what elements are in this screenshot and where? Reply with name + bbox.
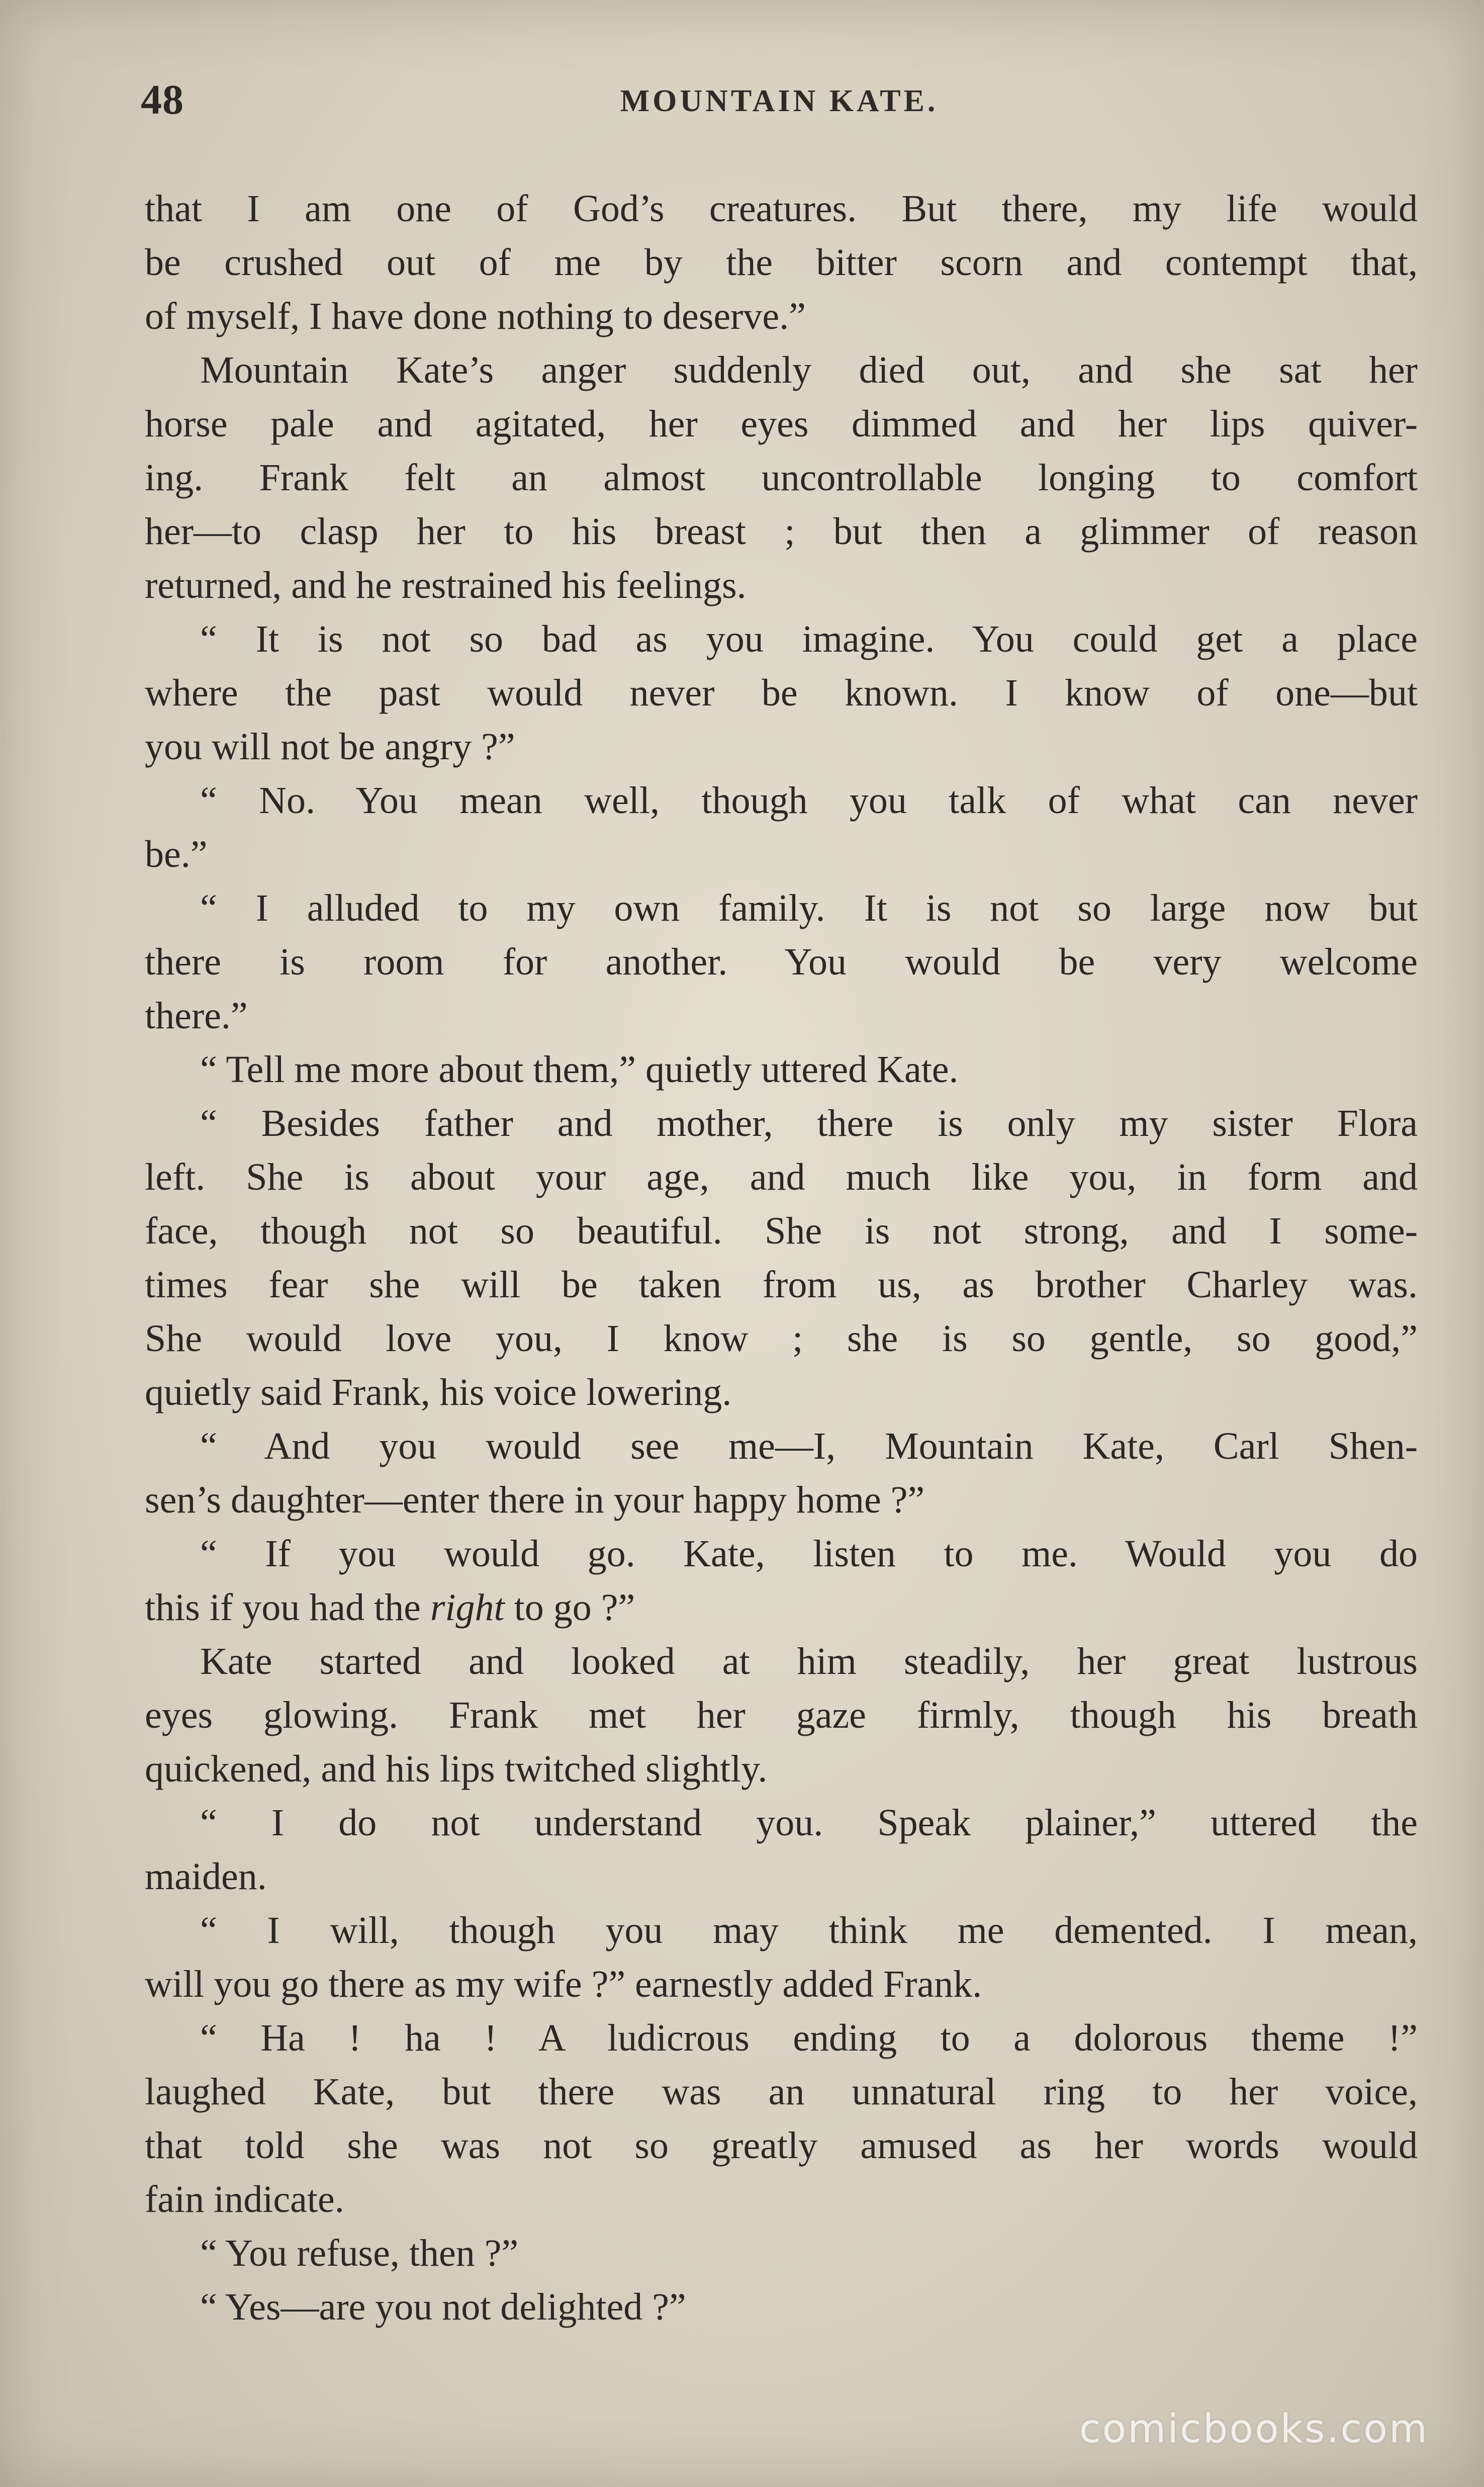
text-line: where the past would never be known. I know of one—but (145, 672, 1418, 714)
text-line: “ You refuse, then ?” (200, 2232, 519, 2274)
italic-word: right (430, 1586, 505, 1629)
text-line: “ Besides father and mother, there is only my sister Flora (200, 1102, 1418, 1144)
page-header (141, 75, 1418, 131)
text-line: you will not be angry ?” (145, 726, 515, 768)
text-line: there.” (145, 995, 248, 1037)
text-line: quickened, and his lips twitched slightly. (145, 1748, 768, 1790)
watermark-text: comicbooks.com (1079, 2407, 1429, 2452)
text-line: Mountain Kate’s anger suddenly died out, and she sat her (200, 349, 1418, 391)
text-line: will you go there as my wife ?” earnestly added Frank. (145, 1963, 982, 2005)
text-line: her—to clasp her to his breast ; but then a glimmer of reason (145, 510, 1418, 553)
text-line: “ Yes—are you not delighted ?” (200, 2286, 686, 2328)
text-segment: to go ?” (504, 1586, 635, 1629)
text-line: be.” (145, 833, 208, 875)
text-line: “ And you would see me—I, Mountain Kate, Carl Shen- (200, 1425, 1418, 1467)
text-line: eyes glowing. Frank met her gaze firmly, though his breath (145, 1694, 1418, 1736)
text-line: “ I will, though you may think me demented. I mean, (200, 1909, 1418, 1951)
running-title: MOUNTAIN KATE. (620, 84, 939, 118)
text-line: “ It is not so bad as you imagine. You could get a place (200, 618, 1418, 660)
text-line: face, though not so beautiful. She is not strong, and I some- (145, 1210, 1418, 1252)
text-line: “ I do not understand you. Speak plainer,” uttered the (200, 1802, 1418, 1844)
text-line: times fear she will be taken from us, as brother Charley was. (145, 1264, 1418, 1306)
body-text (145, 182, 1418, 2334)
text-line: that told she was not so greatly amused as her words would (145, 2124, 1418, 2167)
text-line: laughed Kate, but there was an unnatural ring to her voice, (145, 2071, 1418, 2113)
text-line: be crushed out of me by the bitter scorn and contempt that, (145, 241, 1418, 284)
text-segment: this if you had the (145, 1586, 430, 1629)
text-line: left. She is about your age, and much like you, in form and (145, 1156, 1418, 1198)
text-line: ing. Frank felt an almost uncontrollable longing to comfort (145, 457, 1418, 499)
text-line: sen’s daughter—enter there in your happy home ?” (145, 1479, 925, 1521)
text-line: there is room for another. You would be very welcome (145, 941, 1418, 983)
page-number: 48 (141, 76, 184, 123)
text-line: fain indicate. (145, 2178, 344, 2220)
text-line: quietly said Frank, his voice lowering. (145, 1371, 732, 1413)
text-line: horse pale and agitated, her eyes dimmed and her lips quiver- (145, 403, 1418, 445)
text-line: “ Tell me more about them,” quietly uttered Kate. (200, 1048, 959, 1091)
text-line-italic-word (145, 1581, 1418, 1635)
text-line: that I am one of God’s creatures. But there, my life would (145, 188, 1418, 230)
text-line: “ No. You mean well, though you talk of what can never (200, 779, 1418, 822)
text-line: returned, and he restrained his feelings. (145, 564, 747, 606)
text-line: Kate started and looked at him steadily, her great lustrous (200, 1640, 1418, 1682)
text-line: She would love you, I know ; she is so gentle, so good,” (145, 1317, 1418, 1360)
text-line: “ I alluded to my own family. It is not so large now but (200, 887, 1418, 929)
text-line: “ Ha ! ha ! A ludicrous ending to a dolorous theme !” (200, 2017, 1418, 2059)
text-line: maiden. (145, 1855, 267, 1898)
text-line: “ If you would go. Kate, listen to me. Would you do (200, 1533, 1418, 1575)
text-line: of myself, I have done nothing to deserve.” (145, 295, 806, 337)
